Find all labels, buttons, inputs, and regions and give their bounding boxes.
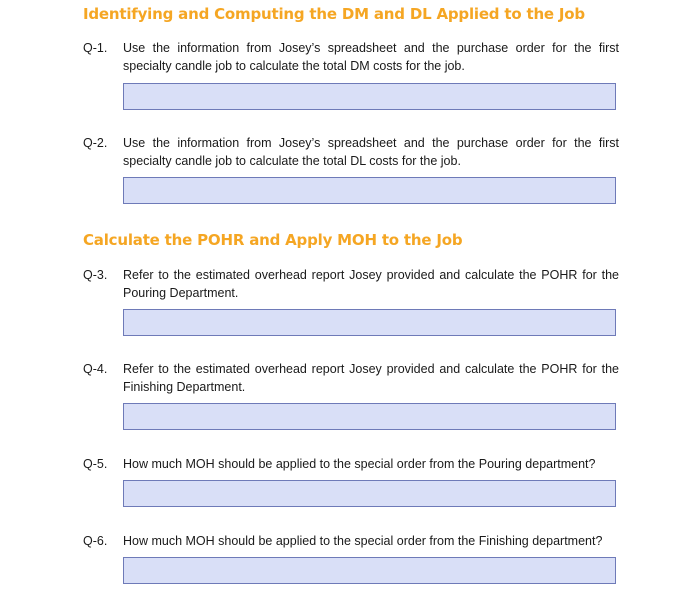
question-text: How much MOH should be applied to the special order from the Pouring department? <box>123 457 596 471</box>
answer-field-q4[interactable] <box>123 403 616 430</box>
question-text: Refer to the estimated overhead report Josey provided and calculate the POHR for the Finishing Department. <box>123 362 619 394</box>
section-heading-pohr-moh: Calculate the POHR and Apply MOH to the Job <box>83 231 463 249</box>
question-text: Refer to the estimated overhead report Josey provided and calculate the POHR for the Pouring Department. <box>123 268 619 300</box>
question-number: Q-5. <box>83 457 108 471</box>
question-text: Use the information from Josey’s spreadsheet and the purchase order for the first specialty candle job to calculate the total DM costs for the job. <box>123 41 619 73</box>
question-q1 <box>83 40 619 75</box>
question-number: Q-1. <box>83 41 108 55</box>
question-q3 <box>83 267 619 302</box>
section-heading-dm-dl: Identifying and Computing the DM and DL Applied to the Job <box>83 5 585 23</box>
question-number: Q-4. <box>83 362 108 376</box>
question-number: Q-3. <box>83 268 108 282</box>
question-number: Q-6. <box>83 534 108 548</box>
answer-field-q6[interactable] <box>123 557 616 584</box>
answer-field-q5[interactable] <box>123 480 616 507</box>
answer-field-q3[interactable] <box>123 309 616 336</box>
question-q4 <box>83 361 619 396</box>
question-number: Q-2. <box>83 136 108 150</box>
question-text: How much MOH should be applied to the special order from the Finishing department? <box>123 534 603 548</box>
question-q5 <box>83 456 619 474</box>
answer-field-q1[interactable] <box>123 83 616 110</box>
answer-field-q2[interactable] <box>123 177 616 204</box>
question-q2 <box>83 135 619 170</box>
question-q6 <box>83 533 619 551</box>
question-text: Use the information from Josey’s spreadsheet and the purchase order for the first specialty candle job to calculate the total DL costs for the job. <box>123 136 619 168</box>
